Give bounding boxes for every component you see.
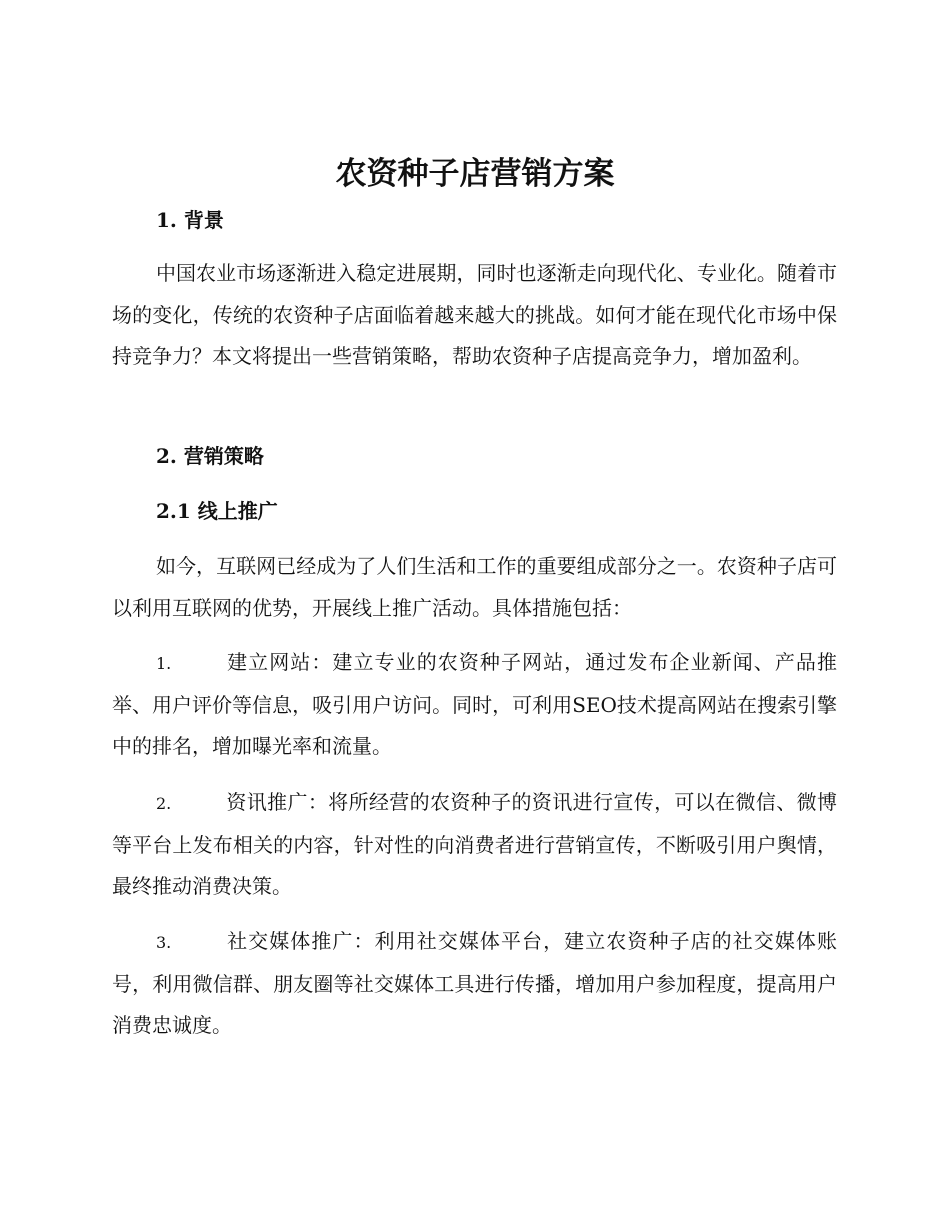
list-number: 3. [156,933,172,952]
subsection-heading-online: 2.1 线上推广 [156,499,278,523]
background-paragraph: 中国农业市场逐渐进入稳定进展期，同时也逐渐走向现代化、专业化。随着市场的变化，传统的农资种子店面临着越来越大的挑战。如何才能在现代化市场中保持竞争力？本文将提出一些营销策略，帮助农资种子店提高竞争力，增加盈利。 [112,261,837,368]
section-heading-strategy: 2. 营销策略 [156,444,264,468]
list-item [112,642,837,768]
online-intro-paragraph: 如今，互联网已经成为了人们生活和工作的重要组成部分之一。农资种子店可以利用互联网的优势，开展线上推广活动。具体措施包括： [112,554,837,620]
list-item [112,782,837,908]
list-number: 1. [156,654,172,673]
list-item-text: 建立网站：建立专业的农资种子网站，通过发布企业新闻、产品推举、用户评价等信息，吸引用户访问。同时，可利用SEO技术提高网站在搜索引擎中的排名，增加曝光率和流量。 [112,650,837,758]
list-item-text: 资讯推广：将所经营的农资种子的资讯进行宣传，可以在微信、微博等平台上发布相关的内容，针对性的向消费者进行营销宣传，不断吸引用户舆情，最终推动消费决策。 [112,790,837,898]
list-number: 2. [156,794,172,813]
list-item-text: 社交媒体推广：利用社交媒体平台，建立农资种子店的社交媒体账号，利用微信群、朋友圈等社交媒体工具进行传播，增加用户参加程度，提高用户消费忠诚度。 [112,929,837,1037]
list-item [112,921,837,1047]
document-title: 农资种子店营销方案 [335,156,615,192]
section-heading-background: 1. 背景 [156,208,224,232]
